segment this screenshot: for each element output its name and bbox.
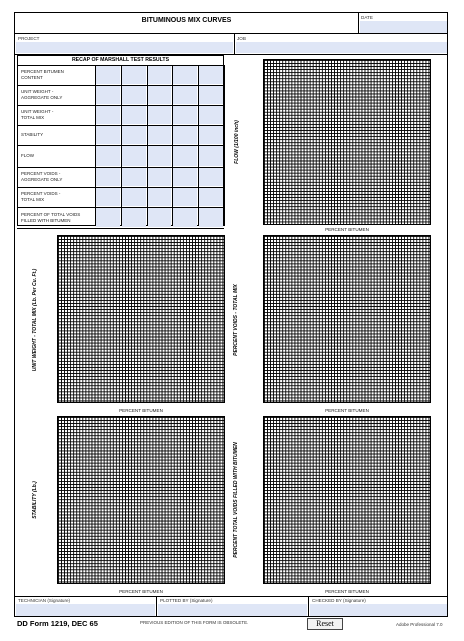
recap-cell[interactable] — [148, 126, 172, 144]
recap-cell[interactable] — [199, 86, 223, 104]
project-job-divider — [234, 33, 235, 54]
recap-cell[interactable] — [148, 106, 172, 124]
recap-cell[interactable] — [122, 168, 146, 186]
project-label: PROJECT — [18, 36, 40, 41]
recap-cell[interactable] — [122, 106, 146, 124]
chart-flow-grid — [263, 59, 431, 225]
recap-cell[interactable] — [96, 208, 120, 227]
technician-field[interactable] — [16, 604, 155, 616]
recap-cell[interactable] — [96, 146, 120, 166]
chart-voids-filled-xlabel: PERCENT BITUMEN — [325, 589, 369, 594]
recap-cell[interactable] — [96, 106, 120, 124]
recap-cell[interactable] — [199, 146, 223, 166]
recap-cell[interactable] — [199, 168, 223, 186]
recap-row-label-line: TOTAL MIX — [21, 197, 45, 202]
job-field[interactable] — [236, 42, 447, 53]
recap-cell[interactable] — [122, 126, 146, 144]
plotted-by-label: PLOTTED BY (Signature) — [160, 598, 213, 603]
recap-cell[interactable] — [96, 126, 120, 144]
recap-cell[interactable] — [148, 66, 172, 84]
recap-cell[interactable] — [173, 86, 197, 104]
recap-cell[interactable] — [148, 208, 172, 227]
chart-stability-ylabel: STABILITY (Lb.) — [32, 481, 38, 519]
recap-cell[interactable] — [96, 168, 120, 186]
recap-column-divider — [224, 65, 225, 226]
recap-row-label — [17, 85, 95, 105]
recap-cell[interactable] — [148, 188, 172, 206]
recap-cell[interactable] — [173, 146, 197, 166]
chart-voids-total-grid — [263, 235, 431, 403]
date-label: DATE — [361, 15, 373, 20]
recap-cell[interactable] — [199, 126, 223, 144]
recap-row-divider — [17, 228, 224, 229]
recap-cell[interactable] — [173, 208, 197, 227]
recap-cell[interactable] — [122, 188, 146, 206]
recap-cell[interactable] — [199, 66, 223, 84]
checked-by-label: CHECKED BY (Signature) — [312, 598, 366, 603]
recap-column-divider — [198, 65, 199, 226]
recap-cell[interactable] — [173, 168, 197, 186]
project-field[interactable] — [16, 42, 233, 53]
signature-divider-2 — [308, 596, 309, 617]
recap-row-label — [17, 167, 95, 187]
recap-cell[interactable] — [122, 146, 146, 166]
date-divider — [358, 12, 359, 34]
recap-column-divider — [121, 65, 122, 226]
recap-cell[interactable] — [148, 168, 172, 186]
signature-divider — [14, 596, 448, 597]
chart-voids-total-ylabel: PERCENT VOIDS - TOTAL MIX — [233, 284, 239, 356]
chart-flow-xlabel: PERCENT BITUMEN — [325, 227, 369, 232]
form-title: BITUMINOUS MIX CURVES — [141, 17, 232, 24]
recap-cell[interactable] — [199, 106, 223, 124]
recap-column-divider — [147, 65, 148, 226]
recap-row-label — [17, 187, 95, 207]
recap-cell[interactable] — [148, 146, 172, 166]
plotted-by-field[interactable] — [158, 604, 307, 616]
recap-column-divider — [95, 65, 96, 226]
software-version: Adobe Professional 7.0 — [396, 622, 443, 627]
chart-unit-weight-xlabel: PERCENT BITUMEN — [119, 408, 163, 413]
technician-label: TECHNICIAN (Signature) — [18, 598, 71, 603]
recap-cell[interactable] — [173, 66, 197, 84]
recap-cell[interactable] — [199, 208, 223, 227]
recap-cell[interactable] — [173, 188, 197, 206]
recap-title: RECAP OF MARSHALL TEST RESULTS — [71, 57, 170, 63]
recap-row-label — [17, 125, 95, 145]
checked-by-field[interactable] — [310, 604, 447, 616]
chart-voids-total-xlabel: PERCENT BITUMEN — [325, 408, 369, 413]
recap-row-label-line: UNIT WEIGHT - — [21, 109, 54, 115]
recap-cell[interactable] — [96, 66, 120, 84]
recap-cell[interactable] — [173, 106, 197, 124]
recap-cell[interactable] — [122, 208, 146, 227]
recap-cell[interactable] — [96, 188, 120, 206]
recap-row-label-line: AGGREGATE ONLY — [21, 95, 63, 100]
recap-row-label-line: AGGREGATE ONLY — [21, 177, 63, 182]
header-divider — [14, 33, 448, 34]
chart-stability-grid — [57, 416, 225, 584]
chart-voids-filled-ylabel: PERCENT TOTAL VOIDS FILLED WITH BITUMEN — [233, 442, 239, 558]
recap-cell[interactable] — [199, 188, 223, 206]
recap-cell[interactable] — [96, 86, 120, 104]
chart-flow-ylabel: FLOW (1/100 inch) — [234, 120, 240, 164]
chart-voids-filled-grid — [263, 416, 431, 584]
recap-column-divider — [172, 65, 173, 226]
recap-row-label-line: CONTENT — [21, 75, 43, 80]
recap-cell[interactable] — [122, 66, 146, 84]
recap-row-label — [17, 65, 95, 85]
recap-cell[interactable] — [122, 86, 146, 104]
recap-row-label — [17, 145, 95, 167]
signature-divider-1 — [156, 596, 157, 617]
recap-row-label-line: UNIT WEIGHT - — [21, 89, 54, 95]
form-number: DD Form 1219, DEC 65 — [17, 619, 98, 628]
recap-row-label — [17, 105, 95, 125]
job-label: JOB — [237, 36, 246, 41]
obsolete-note: PREVIOUS EDITION OF THIS FORM IS OBSOLETE. — [140, 620, 249, 625]
chart-unit-weight-ylabel: UNIT WEIGHT - TOTAL MIX (Lb. Per Cu. Ft.) — [32, 268, 38, 372]
recap-row-label-line: PERCENT VOIDS - — [21, 171, 61, 177]
chart-stability-xlabel: PERCENT BITUMEN — [119, 589, 163, 594]
recap-row-label-line: FLOW — [21, 153, 34, 159]
recap-row-label-line: TOTAL MIX — [21, 115, 45, 120]
date-field[interactable] — [360, 21, 447, 33]
chart-unit-weight-grid — [57, 235, 225, 403]
recap-row-label-line: PERCENT OF TOTAL VOIDS — [21, 211, 81, 217]
recap-row-label-line: FILLED WITH BITUMEN — [21, 217, 71, 223]
recap-cell[interactable] — [148, 86, 172, 104]
recap-row-label — [17, 207, 95, 228]
reset-button[interactable]: Reset — [307, 618, 343, 630]
recap-row-label-line: PERCENT VOIDS - — [21, 191, 61, 197]
recap-row-label-line: STABILITY — [21, 132, 44, 138]
recap-row-label-line: PERCENT BITUMEN — [21, 69, 64, 75]
recap-cell[interactable] — [173, 126, 197, 144]
